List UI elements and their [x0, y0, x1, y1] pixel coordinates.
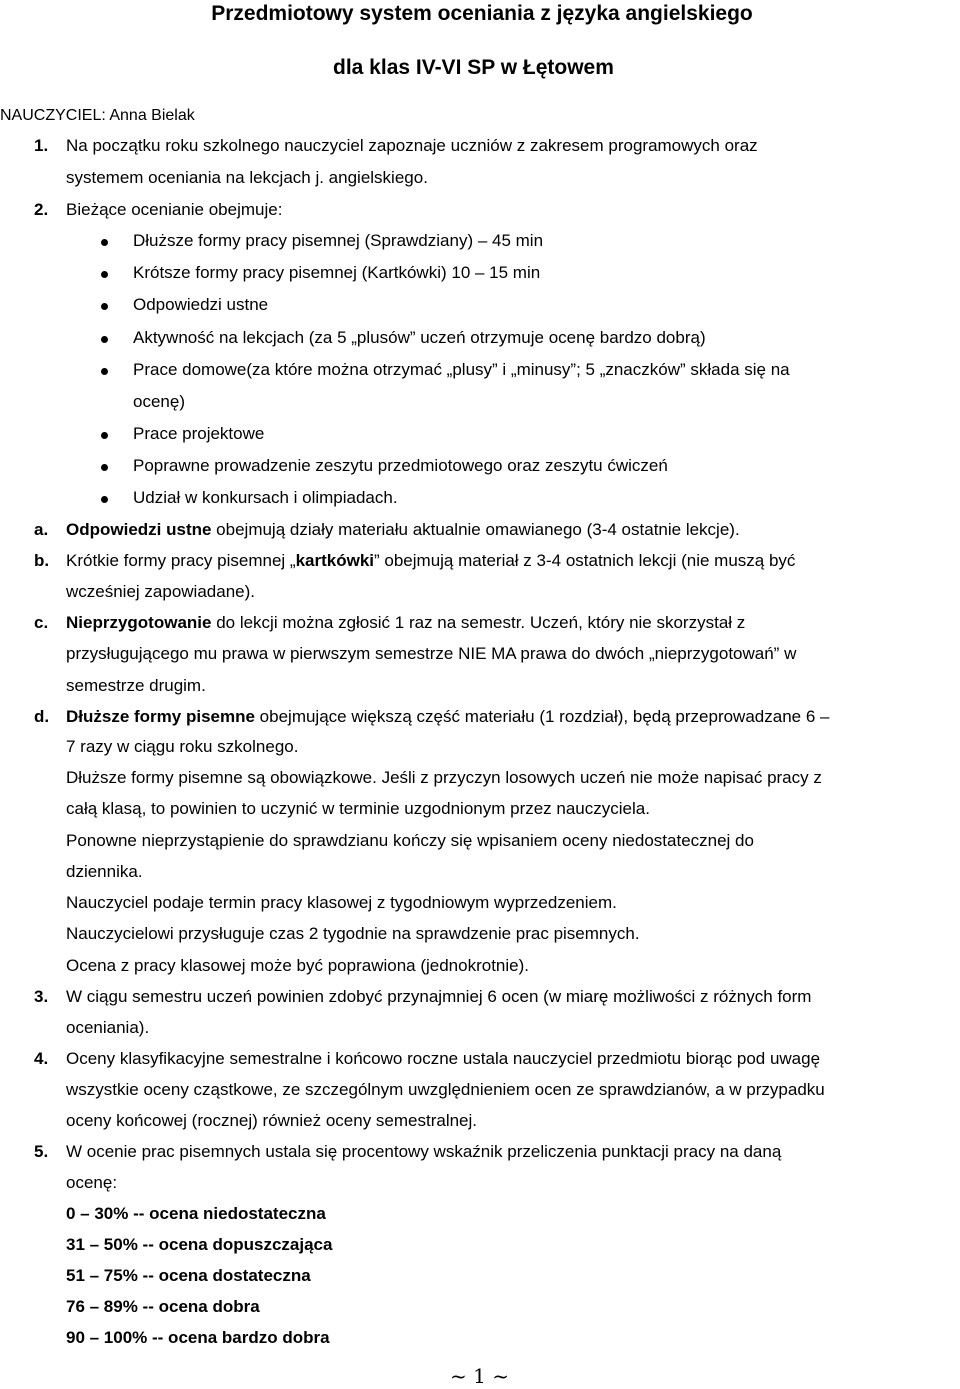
- grade-scale-row: 51 – 75% -- ocena dostateczna: [66, 1266, 311, 1285]
- item-2-number: 2.: [34, 200, 49, 219]
- sub-c-bold: Nieprzygotowanie: [66, 613, 212, 632]
- bullet-item: Aktywność na lekcjach (za 5 „plusów” uczeń otrzymuje ocenę bardzo dobrą): [133, 328, 706, 347]
- bullet-icon: [101, 303, 108, 310]
- sub-d-line: Nauczyciel podaje termin pracy klasowej z tygodniowym wyprzedzeniem.: [66, 893, 617, 912]
- bullet-item: Odpowiedzi ustne: [133, 295, 269, 314]
- grade-scale-row: 76 – 89% -- ocena dobra: [66, 1297, 260, 1316]
- bullet-icon: [101, 464, 108, 471]
- bullet-item: Udział w konkursach i olimpiadach.: [133, 488, 398, 507]
- bullet-icon: [101, 496, 108, 503]
- item-4-line-2: wszystkie oceny cząstkowe, ze szczególnym uwzględnieniem ocen ze sprawdzianów, a w przypadku: [66, 1080, 825, 1099]
- sub-b-post: ” obejmują materiał z 3-4 ostatnich lekcji (nie muszą być: [374, 551, 796, 570]
- sub-d-letter: d.: [34, 707, 50, 726]
- item-5-line-1: W ocenie prac pisemnych ustala się procentowy wskaźnik przeliczenia punktacji pracy na daną: [66, 1142, 782, 1161]
- sub-c-line-3: semestrze drugim.: [66, 676, 206, 695]
- item-4-line-1: Oceny klasyfikacyjne semestralne i końcowo roczne ustala nauczyciel przedmiotu biorąc pod uwagę: [66, 1049, 821, 1068]
- item-5-number: 5.: [34, 1142, 49, 1161]
- sub-d-bold: Dłuższe formy pisemne: [66, 707, 255, 726]
- item-4-line-3: oceny końcowej (rocznej) również oceny semestralnej.: [66, 1111, 478, 1130]
- document-title: Przedmiotowy system oceniania z języka angielskiego: [211, 2, 753, 25]
- item-1-line-2: systemem oceniania na lekcjach j. angielskiego.: [66, 168, 428, 187]
- sub-b-pre: Krótkie formy pracy pisemnej „: [66, 551, 296, 570]
- item-5-line-2: ocenę:: [66, 1173, 118, 1192]
- bullet-item: Prace projektowe: [133, 424, 265, 443]
- bullet-icon: [101, 432, 108, 439]
- sub-d-line: Ponowne nieprzystąpienie do sprawdzianu kończy się wpisaniem oceny niedostatecznej do: [66, 831, 754, 850]
- sub-a-line: [66, 520, 740, 540]
- sub-d-line: Ocena z pracy klasowej może być poprawiona (jednokrotnie).: [66, 956, 530, 975]
- sub-b-line-2: wcześniej zapowiadane).: [66, 582, 255, 601]
- item-4-number: 4.: [34, 1049, 49, 1068]
- sub-d-line: całą klasą, to powinien to uczynić w terminie uzgodnionym przez nauczyciela.: [66, 799, 650, 818]
- sub-d-line: Nauczycielowi przysługuje czas 2 tygodnie na sprawdzenie prac pisemnych.: [66, 924, 640, 943]
- document-subtitle: dla klas IV-VI SP w Łętowem: [333, 56, 614, 79]
- sub-d-text: obejmujące większą część materiału (1 rozdział), będą przeprowadzane 6 –: [254, 707, 830, 726]
- sub-a-text: obejmują działy materiału aktualnie omawianego (3-4 ostatnie lekcje).: [211, 520, 740, 539]
- sub-b-letter: b.: [34, 551, 50, 570]
- grade-scale-row: 90 – 100% -- ocena bardzo dobra: [66, 1328, 330, 1347]
- bullet-icon: [101, 336, 108, 343]
- bullet-icon: [101, 239, 108, 246]
- grade-scale-row: 31 – 50% -- ocena dopuszczająca: [66, 1235, 333, 1254]
- sub-c-letter: c.: [34, 613, 49, 632]
- item-3-line-1: W ciągu semestru uczeń powinien zdobyć przynajmniej 6 ocen (w miarę możliwości z różnych form: [66, 987, 812, 1006]
- sub-c-text: do lekcji można zgłosić 1 raz na semestr. Uczeń, który nie skorzystał z: [211, 613, 746, 632]
- item-2-line-1: Bieżące ocenianie obejmuje:: [66, 200, 283, 219]
- bullet-icon: [101, 271, 108, 278]
- grade-scale-row: 0 – 30% -- ocena niedostateczna: [66, 1204, 326, 1223]
- item-3-number: 3.: [34, 987, 49, 1006]
- sub-a-letter: a.: [34, 520, 49, 539]
- sub-c-line-1: [66, 613, 745, 633]
- sub-a-bold: Odpowiedzi ustne: [66, 520, 212, 539]
- sub-d-line: Dłuższe formy pisemne są obowiązkowe. Jeśli z przyczyn losowych uczeń nie może napisać pracy z: [66, 768, 822, 787]
- item-1-line-1: Na początku roku szkolnego nauczyciel zapoznaje uczniów z zakresem programowych oraz: [66, 136, 758, 155]
- item-1-number: 1.: [34, 136, 49, 155]
- bullet-icon: [101, 368, 108, 375]
- page-number: ~ 1 ~: [450, 1364, 509, 1388]
- bullet-item: Prace domowe(za które można otrzymać „plusy” i „minusy”; 5 „znaczków” składa się na: [133, 360, 790, 379]
- sub-d-line: dziennika.: [66, 862, 143, 881]
- bullet-item: Dłuższe formy pracy pisemnej (Sprawdziany) – 45 min: [133, 231, 544, 250]
- sub-b-line-1: [66, 551, 795, 571]
- teacher-line: NAUCZYCIEL: Anna Bielak: [0, 107, 195, 124]
- sub-d-line: 7 razy w ciągu roku szkolnego.: [66, 737, 299, 756]
- item-3-line-2: oceniania).: [66, 1018, 150, 1037]
- bullet-item: Krótsze formy pracy pisemnej (Kartkówki) 10 – 15 min: [133, 263, 541, 282]
- sub-d-line-1: [66, 707, 829, 727]
- sub-b-bold: kartkówki: [295, 551, 375, 570]
- bullet-item: Poprawne prowadzenie zeszytu przedmiotowego oraz zeszytu ćwiczeń: [133, 456, 668, 475]
- bullet-item-continuation: ocenę): [133, 392, 185, 411]
- sub-c-line-2: przysługującego mu prawa w pierwszym semestrze NIE MA prawa do dwóch „nieprzygotowań” w: [66, 644, 797, 663]
